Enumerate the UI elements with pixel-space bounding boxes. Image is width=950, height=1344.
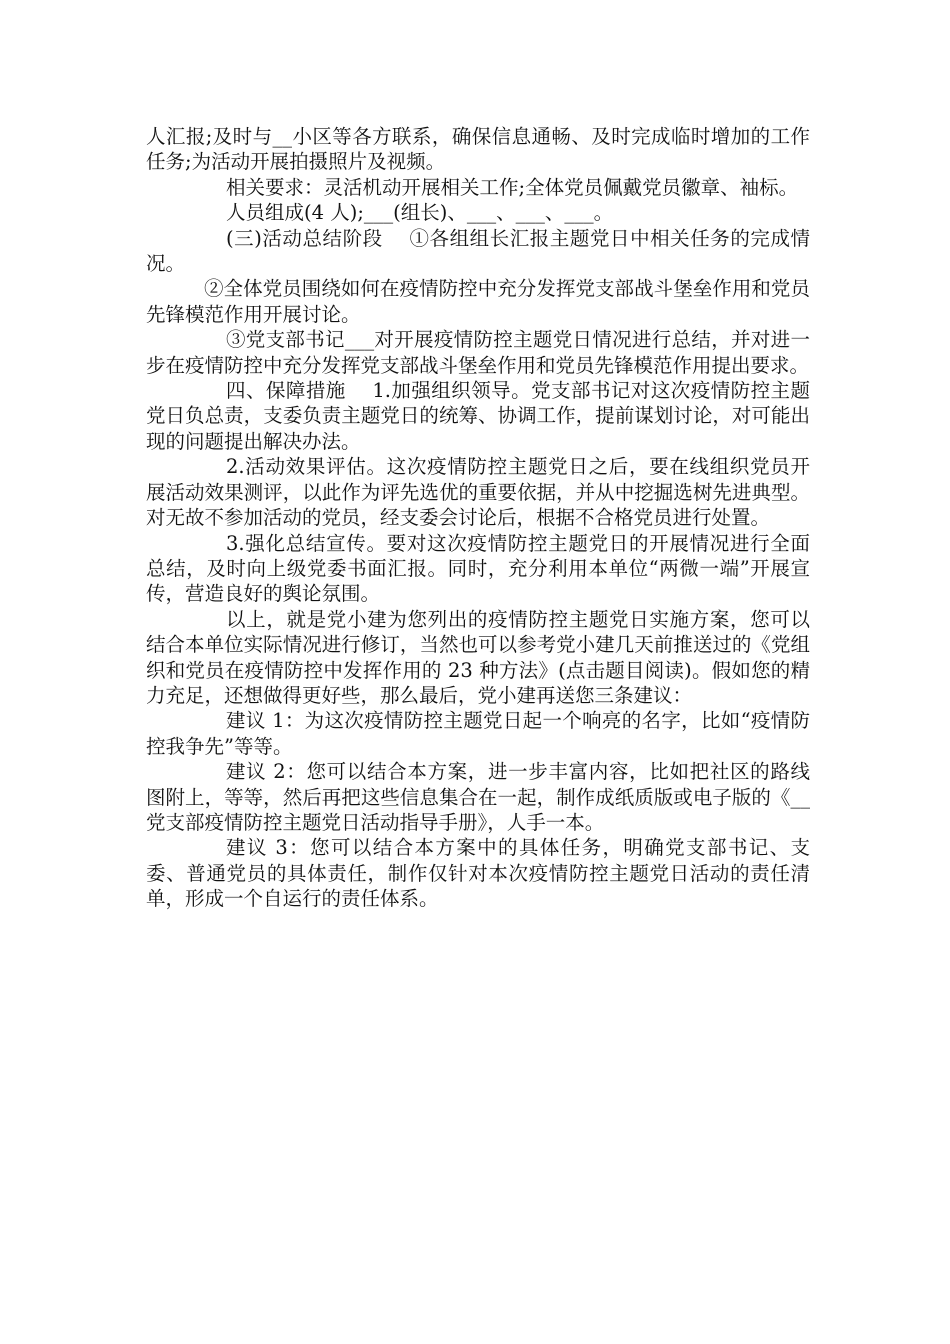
paragraph-10: 以上，就是党小建为您列出的疫情防控主题党日实施方案，您可以结合本单位实际情况进行修订，当然也可以参考党小建几天前推送过的《党组织和党员在疫情防控中发挥作用的 23 种方法》(点击题目阅读)。假如您的精力充足，还想做得更好些，那么最后，党小建再送您三条建议：: [146, 607, 810, 707]
paragraph-1: 人汇报;及时与__小区等各方联系，确保信息通畅、及时完成临时增加的工作任务;为活动开展拍摄照片及视频。: [146, 125, 810, 174]
paragraph-13: 建议 3：您可以结合本方案中的具体任务，明确党支部书记、支委、普通党员的具体责任，制作仅针对本次疫情防控主题党日活动的责任清单，形成一个自运行的责任体系。: [146, 836, 810, 911]
paragraph-9: 3.强化总结宣传。要对这次疫情防控主题党日的开展情况进行全面总结，及时向上级党委书面汇报。同时，充分利用本单位“两微一端”开展宣传，营造良好的舆论氛围。: [146, 531, 810, 606]
paragraph-2: 相关要求：灵活机动开展相关工作;全体党员佩戴党员徽章、袖标。: [226, 175, 799, 199]
paragraph-8: 2.活动效果评估。这次疫情防控主题党日之后，要在线组织党员开展活动效果测评，以此作为评先选优的重要依据，并从中挖掘选树先进典型。对无故不参加活动的党员，经支委会讨论后，根据不合格党员进行处置。: [146, 455, 810, 530]
document-page: [146, 124, 810, 912]
paragraph-3: 人员组成(4 人);___(组长)、___、___、___。: [226, 201, 614, 225]
paragraph-4: (三)活动总结阶段 ①各组组长汇报主题党日中相关任务的完成情况。: [146, 226, 810, 276]
paragraph-6: ③党支部书记___对开展疫情防控主题党日情况进行总结，并对进一步在疫情防控中充分发挥党支部战斗堡垒作用和党员先锋模范作用提出要求。: [146, 328, 810, 377]
paragraph-12: 建议 2：您可以结合本方案，进一步丰富内容，比如把社区的路线图附上，等等，然后再把这些信息集合在一起，制作成纸质版或电子版的《__党支部疫情防控主题党日活动指导手册》，人手一本。: [146, 760, 810, 834]
paragraph-7: 四、保障措施 1.加强组织领导。党支部书记对这次疫情防控主题党日负总责，支委负责主题党日的统筹、协调工作，提前谋划讨论，对可能出现的问题提出解决办法。: [146, 379, 810, 453]
paragraph-5: ②全体党员围绕如何在疫情防控中充分发挥党支部战斗堡垒作用和党员先锋模范作用开展讨论。: [146, 277, 810, 326]
paragraph-11: 建议 1：为这次疫情防控主题党日起一个响亮的名字，比如“疫情防控我争先”等等。: [146, 709, 810, 758]
